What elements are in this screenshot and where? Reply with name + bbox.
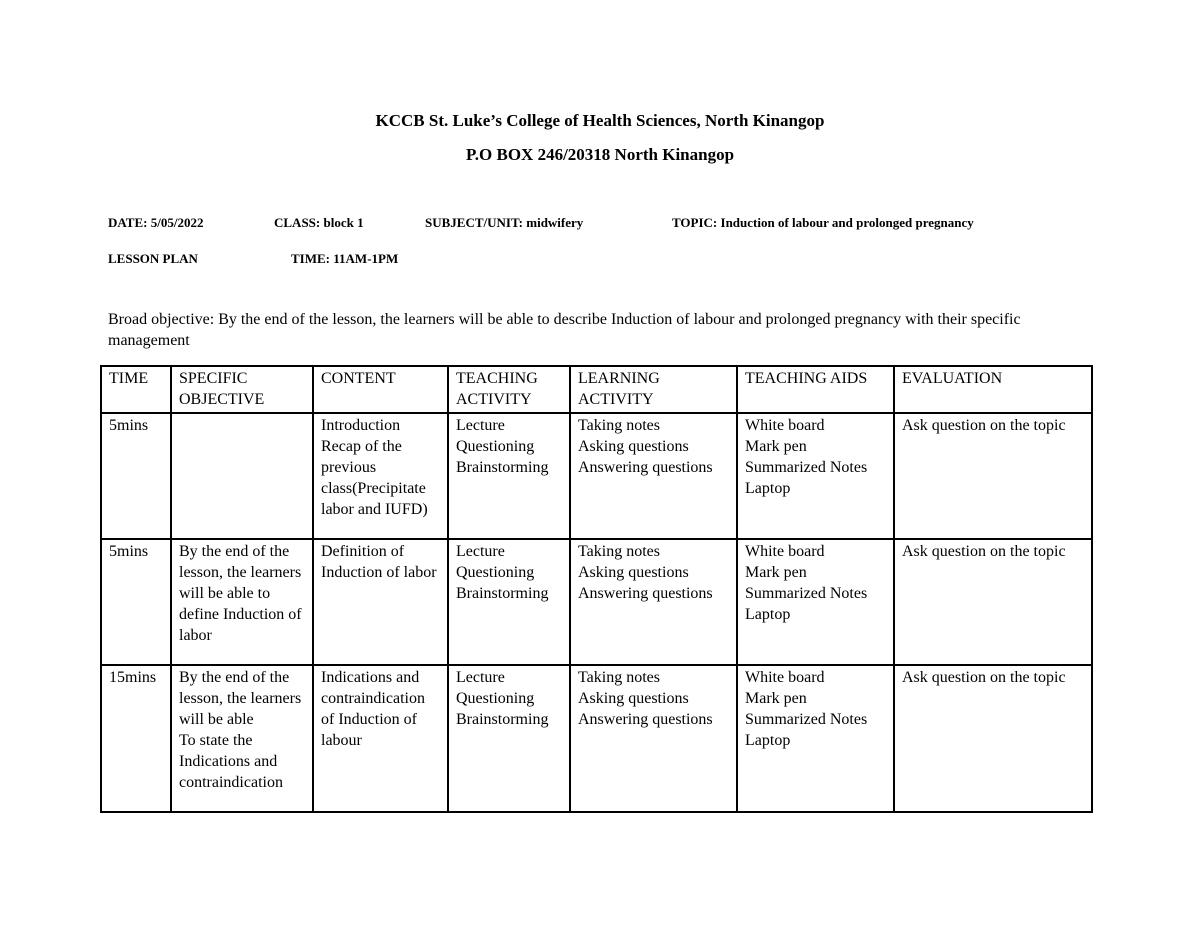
cell-teaching-aids-line: Mark pen <box>745 690 807 707</box>
cell-teaching-aids-line: White board <box>745 543 825 560</box>
cell-content-line: Introduction <box>321 417 401 434</box>
cell-teaching-aids-line: White board <box>745 417 825 434</box>
cell-content <box>313 665 448 812</box>
header-content: CONTENT <box>313 366 448 413</box>
lesson-topic: TOPIC: Induction of labour and prolonged pregnancy <box>672 215 974 230</box>
college-title: KCCB St. Luke’s College of Health Sciences, North Kinangop <box>375 111 825 130</box>
cell-learning-activity <box>570 413 737 539</box>
lesson-class: CLASS: block 1 <box>274 215 364 230</box>
header-teaching-activity: TEACHING ACTIVITY <box>448 366 570 413</box>
cell-specific-objective-line: By the end of the lesson, the learners will be able <box>179 669 302 728</box>
cell-teaching-activity-line: Brainstorming <box>456 711 549 728</box>
cell-teaching-activity-line: Lecture <box>456 669 505 686</box>
cell-time: 5mins <box>101 539 171 665</box>
cell-teaching-aids-line: Mark pen <box>745 564 807 581</box>
cell-learning-activity-line: Taking notes <box>578 417 660 434</box>
cell-teaching-activity <box>448 665 570 812</box>
cell-teaching-aids-line: Laptop <box>745 606 791 623</box>
cell-content-line: Indications and contraindication of Induction of labour <box>321 669 425 749</box>
lesson-time: TIME: 11AM-1PM <box>291 251 399 266</box>
cell-teaching-activity-line: Questioning <box>456 564 535 581</box>
header-learning-activity: LEARNING ACTIVITY <box>570 366 737 413</box>
cell-teaching-activity-line: Brainstorming <box>456 585 549 602</box>
cell-teaching-activity <box>448 539 570 665</box>
cell-teaching-activity-line: Questioning <box>456 690 535 707</box>
cell-specific-objective <box>171 413 313 539</box>
cell-teaching-activity-line: Lecture <box>456 417 505 434</box>
header-teaching-aids: TEACHING AIDS <box>737 366 894 413</box>
cell-evaluation: Ask question on the topic <box>894 665 1092 812</box>
cell-teaching-activity <box>448 413 570 539</box>
cell-learning-activity-line: Asking questions <box>578 564 689 581</box>
broad-objective: Broad objective: By the end of the lesson, the learners will be able to describe Induction of labour and prolonged pregnancy with their specific management <box>108 311 1021 349</box>
cell-time: 5mins <box>101 413 171 539</box>
cell-teaching-aids-line: Laptop <box>745 480 791 497</box>
lesson-date: DATE: 5/05/2022 <box>108 215 204 230</box>
cell-content-line: Definition of Induction of labor <box>321 543 437 581</box>
table-row <box>101 665 1092 812</box>
header-time: TIME <box>101 366 171 413</box>
cell-learning-activity-line: Taking notes <box>578 669 660 686</box>
cell-teaching-activity-line: Brainstorming <box>456 459 549 476</box>
cell-teaching-aids-line: Laptop <box>745 732 791 749</box>
cell-teaching-aids-line: Mark pen <box>745 438 807 455</box>
cell-specific-objective-line: To state the Indications and contraindication <box>179 732 283 791</box>
table-header-row <box>101 366 1092 413</box>
table-row <box>101 539 1092 665</box>
cell-content-line: Recap of the previous class(Precipitate labor and IUFD) <box>321 438 428 518</box>
college-address: P.O BOX 246/20318 North Kinangop <box>465 145 735 164</box>
cell-teaching-aids-line: Summarized Notes <box>745 711 868 728</box>
cell-evaluation: Ask question on the topic <box>894 413 1092 539</box>
lesson-subject: SUBJECT/UNIT: midwifery <box>425 215 584 230</box>
cell-teaching-aids <box>737 413 894 539</box>
cell-learning-activity <box>570 539 737 665</box>
cell-learning-activity-line: Asking questions <box>578 690 689 707</box>
cell-specific-objective-line: By the end of the lesson, the learners will be able to define Induction of labor <box>179 543 302 644</box>
cell-learning-activity-line: Answering questions <box>578 459 713 476</box>
cell-evaluation: Ask question on the topic <box>894 539 1092 665</box>
cell-teaching-activity-line: Lecture <box>456 543 505 560</box>
cell-teaching-aids <box>737 665 894 812</box>
cell-learning-activity-line: Asking questions <box>578 438 689 455</box>
header-specific-objective: SPECIFIC OBJECTIVE <box>171 366 313 413</box>
cell-teaching-aids-line: Summarized Notes <box>745 585 868 602</box>
cell-learning-activity-line: Answering questions <box>578 585 713 602</box>
cell-time: 15mins <box>101 665 171 812</box>
table-row <box>101 413 1092 539</box>
cell-specific-objective <box>171 665 313 812</box>
cell-content <box>313 539 448 665</box>
lesson-plan-table <box>100 365 1093 813</box>
cell-teaching-aids-line: White board <box>745 669 825 686</box>
cell-learning-activity <box>570 665 737 812</box>
cell-teaching-aids-line: Summarized Notes <box>745 459 868 476</box>
cell-teaching-aids <box>737 539 894 665</box>
cell-teaching-activity-line: Questioning <box>456 438 535 455</box>
cell-learning-activity-line: Taking notes <box>578 543 660 560</box>
cell-specific-objective <box>171 539 313 665</box>
cell-learning-activity-line: Answering questions <box>578 711 713 728</box>
header-evaluation: EVALUATION <box>894 366 1092 413</box>
lesson-plan-label: LESSON PLAN <box>108 251 198 266</box>
cell-content <box>313 413 448 539</box>
